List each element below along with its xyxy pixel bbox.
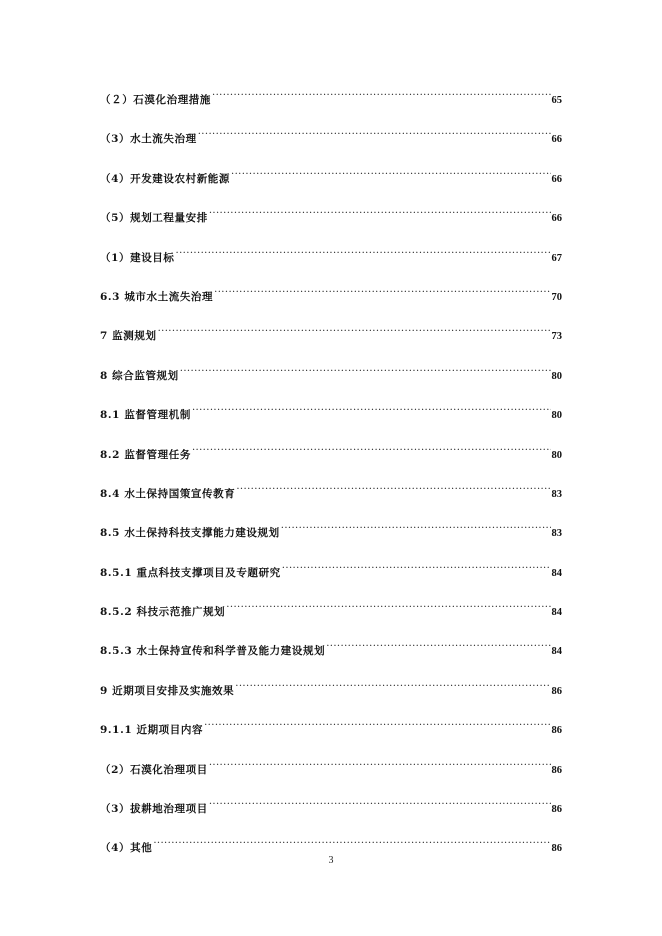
toc-entry-label: 9 近期项目安排及实施效果 <box>100 684 235 697</box>
table-of-contents <box>100 83 562 871</box>
toc-entry-label: 8 综合监管规划 <box>100 369 179 382</box>
toc-dot-leader <box>236 477 550 497</box>
toc-entry-label: （2）石漠化治理项目 <box>100 763 208 776</box>
toc-entry-label: （２）石漠化治理措施 <box>100 94 211 106</box>
toc-entry[interactable] <box>100 398 562 437</box>
toc-entry-page: 83 <box>551 528 562 540</box>
toc-entry[interactable] <box>100 319 562 358</box>
toc-entry-label: 8.5.1 重点科技支撑项目及专题研究 <box>100 566 281 579</box>
toc-entry-page: 84 <box>551 567 562 579</box>
toc-dot-leader <box>209 792 551 812</box>
toc-dot-leader <box>231 162 550 182</box>
toc-entry-page: 73 <box>551 331 562 343</box>
toc-entry-label: 8.5.3 水土保持宣传和科学普及能力建设规划 <box>100 645 326 658</box>
toc-dot-leader <box>326 634 550 654</box>
toc-entry[interactable] <box>100 122 562 161</box>
toc-entry-label: （4）其他 <box>100 842 153 855</box>
toc-entry-page: 66 <box>551 173 562 185</box>
toc-entry-page: 84 <box>551 646 562 658</box>
toc-entry-page: 66 <box>551 134 562 146</box>
toc-dot-leader <box>204 713 550 733</box>
toc-dot-leader <box>153 831 550 851</box>
toc-entry-label: （1）建设目标 <box>100 251 175 264</box>
toc-entry[interactable] <box>100 359 562 398</box>
toc-entry-page: 86 <box>551 764 562 776</box>
toc-entry[interactable] <box>100 162 562 201</box>
toc-entry[interactable] <box>100 753 562 792</box>
toc-entry-label: 8.5.2 科技示范推广规划 <box>100 606 226 619</box>
toc-entry[interactable] <box>100 595 562 634</box>
toc-dot-leader <box>209 201 551 221</box>
toc-entry-label: （5）规划工程量安排 <box>100 212 208 225</box>
toc-entry-page: 66 <box>551 213 562 225</box>
toc-dot-leader <box>209 753 551 773</box>
toc-dot-leader <box>226 595 550 615</box>
toc-dot-leader <box>180 359 551 379</box>
toc-dot-leader <box>281 516 551 536</box>
toc-entry-label: 8.5 水土保持科技支撑能力建设规划 <box>100 527 280 540</box>
toc-entry-label: 7 监测规划 <box>100 330 157 343</box>
toc-entry-page: 70 <box>551 291 562 303</box>
toc-entry-label: （3）水土流失治理 <box>100 133 197 146</box>
toc-entry-page: 84 <box>551 607 562 619</box>
toc-entry-page: 80 <box>551 449 562 461</box>
toc-dot-leader <box>192 398 551 418</box>
toc-dot-leader <box>192 438 551 458</box>
toc-dot-leader <box>214 280 550 300</box>
page-number: 3 <box>328 855 334 866</box>
toc-dot-leader <box>212 83 551 103</box>
toc-dot-leader <box>158 319 551 339</box>
toc-entry-label: 8.4 水土保持国策宣传教育 <box>100 487 236 500</box>
toc-dot-leader <box>282 556 551 576</box>
toc-entry-page: 80 <box>551 410 562 422</box>
toc-entry[interactable] <box>100 556 562 595</box>
toc-entry[interactable] <box>100 792 562 831</box>
toc-dot-leader <box>235 674 550 694</box>
toc-entry[interactable] <box>100 674 562 713</box>
toc-entry-page: 86 <box>551 843 562 855</box>
toc-entry[interactable] <box>100 713 562 752</box>
toc-entry[interactable] <box>100 201 562 240</box>
toc-entry[interactable] <box>100 438 562 477</box>
toc-entry[interactable] <box>100 477 562 516</box>
toc-entry-label: 9.1.1 近期项目内容 <box>100 724 204 737</box>
toc-entry-page: 83 <box>551 488 562 500</box>
toc-dot-leader <box>198 122 551 142</box>
toc-entry-page: 65 <box>551 95 562 106</box>
toc-entry[interactable] <box>100 241 562 280</box>
toc-entry-label: （4）开发建设农村新能源 <box>100 172 231 185</box>
toc-dot-leader <box>176 241 551 261</box>
toc-entry-label: 6.3 城市水土流失治理 <box>100 290 214 303</box>
toc-entry[interactable] <box>100 83 562 122</box>
toc-entry-label: 8.2 监督管理任务 <box>100 448 191 461</box>
toc-entry[interactable] <box>100 634 562 673</box>
toc-entry-page: 86 <box>551 725 562 737</box>
toc-entry[interactable] <box>100 516 562 555</box>
toc-entry-page: 86 <box>551 685 562 697</box>
toc-entry-label: （3）拔耕地治理项目 <box>100 803 208 816</box>
toc-entry-page: 86 <box>551 804 562 816</box>
toc-entry-label: 8.1 监督管理机制 <box>100 409 191 422</box>
toc-entry[interactable] <box>100 280 562 319</box>
toc-entry-page: 67 <box>551 252 562 264</box>
toc-entry-page: 80 <box>551 370 562 382</box>
